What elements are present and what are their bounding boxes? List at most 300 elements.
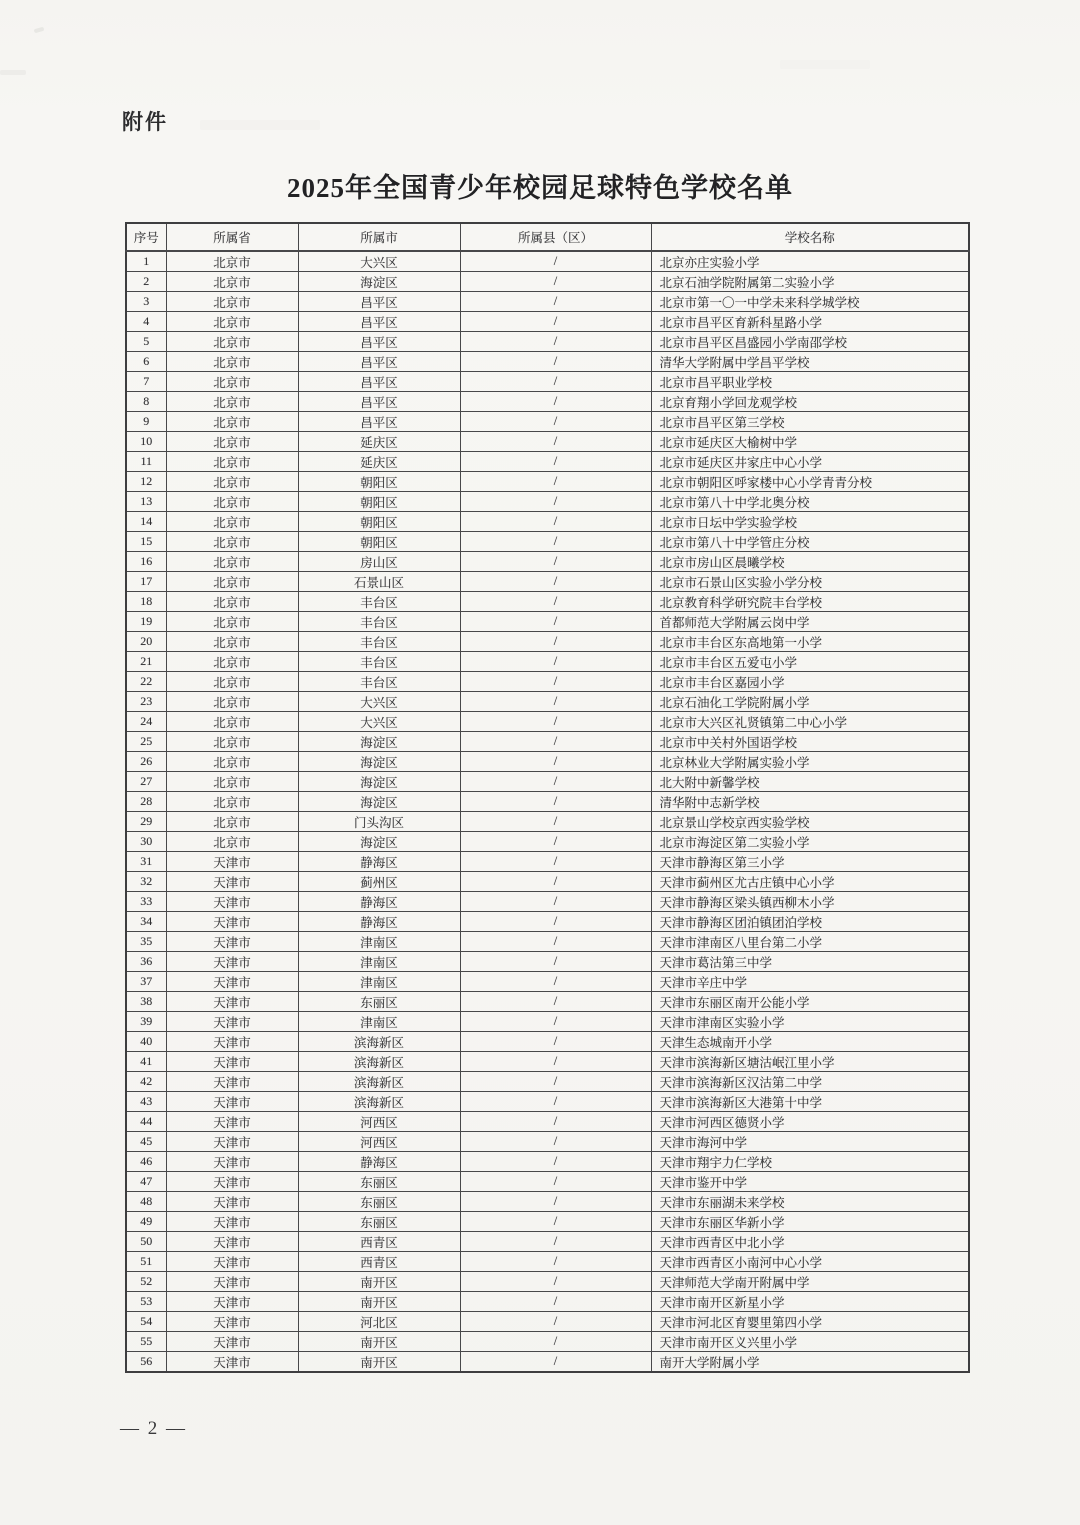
cell-city: 昌平区 <box>298 332 460 352</box>
cell-county: / <box>460 1092 651 1112</box>
cell-no: 41 <box>126 1052 166 1072</box>
cell-city: 南开区 <box>298 1352 460 1373</box>
page-title: 2025年全国青少年校园足球特色学校名单 <box>287 173 793 203</box>
table-row <box>126 1292 969 1312</box>
cell-no: 34 <box>126 912 166 932</box>
cell-province: 天津市 <box>166 992 298 1012</box>
cell-city: 河西区 <box>298 1132 460 1152</box>
cell-county: / <box>460 772 651 792</box>
cell-city: 河北区 <box>298 1312 460 1332</box>
cell-no: 8 <box>126 392 166 412</box>
cell-school: 北京市第八十中学管庄分校 <box>651 532 969 552</box>
cell-school: 北京石油化工学院附属小学 <box>651 692 969 712</box>
cell-province: 天津市 <box>166 1272 298 1292</box>
table-row <box>126 872 969 892</box>
column-header-city: 所属市 <box>298 223 460 251</box>
cell-city: 海淀区 <box>298 772 460 792</box>
cell-province: 天津市 <box>166 932 298 952</box>
table-row <box>126 972 969 992</box>
table-row <box>126 1032 969 1052</box>
cell-no: 54 <box>126 1312 166 1332</box>
cell-city: 门头沟区 <box>298 812 460 832</box>
table-row <box>126 1092 969 1112</box>
cell-no: 23 <box>126 692 166 712</box>
cell-school: 天津市西青区小南河中心小学 <box>651 1252 969 1272</box>
cell-county: / <box>460 392 651 412</box>
table-row <box>126 892 969 912</box>
cell-school: 北京市昌平区育新科星路小学 <box>651 312 969 332</box>
table-row <box>126 251 969 272</box>
cell-city: 昌平区 <box>298 352 460 372</box>
cell-city: 大兴区 <box>298 692 460 712</box>
cell-city: 津南区 <box>298 932 460 952</box>
cell-county: / <box>460 1132 651 1152</box>
cell-province: 天津市 <box>166 1012 298 1032</box>
table-row <box>126 432 969 452</box>
cell-no: 12 <box>126 472 166 492</box>
cell-city: 静海区 <box>298 892 460 912</box>
cell-no: 3 <box>126 292 166 312</box>
cell-city: 昌平区 <box>298 292 460 312</box>
table-row <box>126 1272 969 1292</box>
cell-county: / <box>460 1292 651 1312</box>
cell-province: 北京市 <box>166 672 298 692</box>
cell-province: 北京市 <box>166 532 298 552</box>
table-row <box>126 412 969 432</box>
cell-city: 丰台区 <box>298 652 460 672</box>
cell-province: 北京市 <box>166 472 298 492</box>
table-row <box>126 392 969 412</box>
cell-no: 19 <box>126 612 166 632</box>
cell-county: / <box>460 1052 651 1072</box>
cell-city: 海淀区 <box>298 792 460 812</box>
cell-province: 天津市 <box>166 1152 298 1172</box>
table-row <box>126 1012 969 1032</box>
cell-county: / <box>460 812 651 832</box>
cell-county: / <box>460 1332 651 1352</box>
cell-no: 25 <box>126 732 166 752</box>
cell-no: 27 <box>126 772 166 792</box>
cell-school: 北大附中新馨学校 <box>651 772 969 792</box>
cell-city: 朝阳区 <box>298 492 460 512</box>
cell-school: 天津市滨海新区汉沽第二中学 <box>651 1072 969 1092</box>
cell-no: 26 <box>126 752 166 772</box>
cell-county: / <box>460 632 651 652</box>
cell-city: 津南区 <box>298 972 460 992</box>
cell-city: 延庆区 <box>298 452 460 472</box>
cell-no: 18 <box>126 592 166 612</box>
cell-no: 15 <box>126 532 166 552</box>
cell-city: 东丽区 <box>298 1192 460 1212</box>
cell-school: 天津市滨海新区大港第十中学 <box>651 1092 969 1112</box>
cell-province: 北京市 <box>166 652 298 672</box>
cell-school: 天津师范大学南开附属中学 <box>651 1272 969 1292</box>
cell-city: 河西区 <box>298 1112 460 1132</box>
table-row <box>126 852 969 872</box>
table-row <box>126 992 969 1012</box>
cell-province: 北京市 <box>166 552 298 572</box>
cell-no: 21 <box>126 652 166 672</box>
cell-school: 天津市津南区八里台第二小学 <box>651 932 969 952</box>
cell-school: 天津市东丽区南开公能小学 <box>651 992 969 1012</box>
table-row <box>126 832 969 852</box>
cell-province: 天津市 <box>166 1212 298 1232</box>
cell-school: 北京市房山区晨曦学校 <box>651 552 969 572</box>
cell-province: 天津市 <box>166 1332 298 1352</box>
cell-no: 42 <box>126 1072 166 1092</box>
table-row <box>126 452 969 472</box>
cell-county: / <box>460 272 651 292</box>
cell-city: 静海区 <box>298 1152 460 1172</box>
cell-province: 天津市 <box>166 872 298 892</box>
cell-province: 天津市 <box>166 1132 298 1152</box>
cell-city: 南开区 <box>298 1272 460 1292</box>
cell-school: 天津市翔宇力仁学校 <box>651 1152 969 1172</box>
table-row <box>126 1132 969 1152</box>
cell-city: 海淀区 <box>298 732 460 752</box>
cell-county: / <box>460 1152 651 1172</box>
cell-province: 北京市 <box>166 251 298 272</box>
table-row <box>126 1232 969 1252</box>
cell-no: 7 <box>126 372 166 392</box>
cell-school: 清华大学附属中学昌平学校 <box>651 352 969 372</box>
cell-no: 33 <box>126 892 166 912</box>
cell-school: 北京石油学院附属第二实验小学 <box>651 272 969 292</box>
cell-school: 首都师范大学附属云岗中学 <box>651 612 969 632</box>
cell-county: / <box>460 592 651 612</box>
cell-no: 37 <box>126 972 166 992</box>
cell-county: / <box>460 792 651 812</box>
cell-city: 昌平区 <box>298 312 460 332</box>
column-header-no: 序号 <box>126 223 166 251</box>
cell-county: / <box>460 1112 651 1132</box>
cell-city: 滨海新区 <box>298 1072 460 1092</box>
cell-school: 天津市河西区德贤小学 <box>651 1112 969 1132</box>
cell-city: 昌平区 <box>298 372 460 392</box>
cell-county: / <box>460 672 651 692</box>
cell-city: 津南区 <box>298 1012 460 1032</box>
cell-county: / <box>460 652 651 672</box>
cell-school: 北京市昌平职业学校 <box>651 372 969 392</box>
cell-no: 32 <box>126 872 166 892</box>
cell-school: 北京市丰台区五爱屯小学 <box>651 652 969 672</box>
cell-no: 30 <box>126 832 166 852</box>
cell-county: / <box>460 972 651 992</box>
cell-city: 滨海新区 <box>298 1032 460 1052</box>
cell-school: 北京亦庄实验小学 <box>651 251 969 272</box>
cell-province: 北京市 <box>166 292 298 312</box>
cell-province: 天津市 <box>166 1292 298 1312</box>
cell-no: 13 <box>126 492 166 512</box>
cell-school: 北京市石景山区实验小学分校 <box>651 572 969 592</box>
cell-province: 北京市 <box>166 692 298 712</box>
cell-no: 53 <box>126 1292 166 1312</box>
cell-no: 48 <box>126 1192 166 1212</box>
cell-no: 56 <box>126 1352 166 1373</box>
cell-county: / <box>460 1192 651 1212</box>
cell-no: 22 <box>126 672 166 692</box>
cell-no: 38 <box>126 992 166 1012</box>
table-row <box>126 592 969 612</box>
cell-no: 16 <box>126 552 166 572</box>
column-header-province: 所属省 <box>166 223 298 251</box>
cell-city: 朝阳区 <box>298 532 460 552</box>
cell-county: / <box>460 892 651 912</box>
cell-school: 北京市中关村外国语学校 <box>651 732 969 752</box>
cell-city: 海淀区 <box>298 272 460 292</box>
cell-province: 北京市 <box>166 752 298 772</box>
cell-school: 天津市静海区团泊镇团泊学校 <box>651 912 969 932</box>
cell-school: 北京市延庆区大榆树中学 <box>651 432 969 452</box>
cell-school: 北京林业大学附属实验小学 <box>651 752 969 772</box>
cell-county: / <box>460 1352 651 1373</box>
cell-school: 南开大学附属小学 <box>651 1352 969 1373</box>
cell-province: 天津市 <box>166 1192 298 1212</box>
table-row <box>126 772 969 792</box>
table-row <box>126 532 969 552</box>
cell-province: 北京市 <box>166 332 298 352</box>
cell-province: 北京市 <box>166 732 298 752</box>
cell-province: 天津市 <box>166 1092 298 1112</box>
cell-county: / <box>460 552 651 572</box>
cell-province: 天津市 <box>166 1032 298 1052</box>
table-row <box>126 512 969 532</box>
cell-school: 北京育翔小学回龙观学校 <box>651 392 969 412</box>
cell-province: 北京市 <box>166 592 298 612</box>
cell-county: / <box>460 532 651 552</box>
cell-city: 西青区 <box>298 1232 460 1252</box>
cell-school: 北京市日坛中学实验学校 <box>651 512 969 532</box>
cell-no: 9 <box>126 412 166 432</box>
cell-county: / <box>460 572 651 592</box>
cell-county: / <box>460 492 651 512</box>
cell-city: 延庆区 <box>298 432 460 452</box>
cell-no: 10 <box>126 432 166 452</box>
cell-no: 6 <box>126 352 166 372</box>
table-row <box>126 1192 969 1212</box>
cell-county: / <box>460 251 651 272</box>
cell-no: 11 <box>126 452 166 472</box>
table-row <box>126 492 969 512</box>
table-row <box>126 1312 969 1332</box>
cell-county: / <box>460 292 651 312</box>
cell-school: 北京景山学校京西实验学校 <box>651 812 969 832</box>
cell-city: 滨海新区 <box>298 1052 460 1072</box>
table-row <box>126 812 969 832</box>
table-row <box>126 632 969 652</box>
table-row <box>126 1212 969 1232</box>
cell-province: 北京市 <box>166 272 298 292</box>
cell-province: 天津市 <box>166 1312 298 1332</box>
cell-province: 天津市 <box>166 852 298 872</box>
table-row <box>126 272 969 292</box>
cell-no: 17 <box>126 572 166 592</box>
table-row <box>126 332 969 352</box>
table-row <box>126 1152 969 1172</box>
scan-artifact <box>200 120 320 130</box>
cell-no: 28 <box>126 792 166 812</box>
cell-city: 石景山区 <box>298 572 460 592</box>
cell-province: 北京市 <box>166 452 298 472</box>
table-row <box>126 792 969 812</box>
cell-county: / <box>460 612 651 632</box>
table-row <box>126 1352 969 1373</box>
cell-county: / <box>460 1272 651 1292</box>
cell-school: 北京市第八十中学北奥分校 <box>651 492 969 512</box>
cell-province: 天津市 <box>166 1072 298 1092</box>
cell-no: 45 <box>126 1132 166 1152</box>
cell-school: 天津市河北区育婴里第四小学 <box>651 1312 969 1332</box>
table-row <box>126 1052 969 1072</box>
column-header-school: 学校名称 <box>651 223 969 251</box>
cell-city: 房山区 <box>298 552 460 572</box>
cell-province: 北京市 <box>166 492 298 512</box>
cell-city: 东丽区 <box>298 992 460 1012</box>
cell-no: 46 <box>126 1152 166 1172</box>
cell-school: 天津市静海区第三小学 <box>651 852 969 872</box>
table-row <box>126 652 969 672</box>
header-row <box>126 223 969 251</box>
cell-no: 1 <box>126 251 166 272</box>
cell-school: 天津市海河中学 <box>651 1132 969 1152</box>
cell-province: 天津市 <box>166 1352 298 1373</box>
cell-school: 北京市朝阳区呼家楼中心小学青青分校 <box>651 472 969 492</box>
cell-school: 天津市静海区梁头镇西柳木小学 <box>651 892 969 912</box>
table-row <box>126 292 969 312</box>
table-row <box>126 752 969 772</box>
cell-county: / <box>460 692 651 712</box>
cell-city: 朝阳区 <box>298 512 460 532</box>
cell-city: 南开区 <box>298 1332 460 1352</box>
cell-school: 北京市海淀区第二实验小学 <box>651 832 969 852</box>
cell-county: / <box>460 852 651 872</box>
cell-province: 北京市 <box>166 572 298 592</box>
table-row <box>126 932 969 952</box>
cell-county: / <box>460 412 651 432</box>
cell-school: 北京市昌平区第三学校 <box>651 412 969 432</box>
cell-county: / <box>460 732 651 752</box>
cell-city: 大兴区 <box>298 251 460 272</box>
cell-county: / <box>460 912 651 932</box>
cell-province: 北京市 <box>166 812 298 832</box>
table-row <box>126 552 969 572</box>
cell-county: / <box>460 1012 651 1032</box>
cell-province: 北京市 <box>166 352 298 372</box>
cell-province: 天津市 <box>166 1252 298 1272</box>
column-header-county: 所属县（区） <box>460 223 651 251</box>
cell-county: / <box>460 1232 651 1252</box>
cell-school: 天津市滨海新区塘沽岷江里小学 <box>651 1052 969 1072</box>
table-row <box>126 312 969 332</box>
cell-province: 北京市 <box>166 832 298 852</box>
cell-county: / <box>460 832 651 852</box>
cell-province: 北京市 <box>166 792 298 812</box>
cell-school: 北京市大兴区礼贤镇第二中心小学 <box>651 712 969 732</box>
cell-school: 天津市鉴开中学 <box>651 1172 969 1192</box>
table-row <box>126 1112 969 1132</box>
cell-province: 北京市 <box>166 612 298 632</box>
cell-school: 天津市葛沽第三中学 <box>651 952 969 972</box>
table-row <box>126 1252 969 1272</box>
cell-school: 天津市辛庄中学 <box>651 972 969 992</box>
cell-province: 天津市 <box>166 972 298 992</box>
scan-artifact <box>780 60 870 69</box>
cell-no: 43 <box>126 1092 166 1112</box>
cell-city: 东丽区 <box>298 1172 460 1192</box>
cell-city: 静海区 <box>298 852 460 872</box>
cell-province: 天津市 <box>166 912 298 932</box>
cell-county: / <box>460 432 651 452</box>
cell-no: 44 <box>126 1112 166 1132</box>
cell-city: 东丽区 <box>298 1212 460 1232</box>
cell-province: 天津市 <box>166 892 298 912</box>
table-row <box>126 372 969 392</box>
cell-city: 海淀区 <box>298 752 460 772</box>
cell-province: 北京市 <box>166 312 298 332</box>
cell-county: / <box>460 952 651 972</box>
cell-no: 4 <box>126 312 166 332</box>
cell-school: 北京市延庆区井家庄中心小学 <box>651 452 969 472</box>
cell-city: 滨海新区 <box>298 1092 460 1112</box>
cell-county: / <box>460 372 651 392</box>
cell-province: 北京市 <box>166 432 298 452</box>
cell-county: / <box>460 1212 651 1232</box>
cell-city: 津南区 <box>298 952 460 972</box>
cell-county: / <box>460 712 651 732</box>
cell-province: 北京市 <box>166 392 298 412</box>
cell-province: 北京市 <box>166 772 298 792</box>
cell-school: 北京市丰台区嘉园小学 <box>651 672 969 692</box>
cell-county: / <box>460 932 651 952</box>
cell-no: 2 <box>126 272 166 292</box>
cell-city: 大兴区 <box>298 712 460 732</box>
table-row <box>126 472 969 492</box>
cell-city: 丰台区 <box>298 612 460 632</box>
cell-county: / <box>460 512 651 532</box>
cell-no: 51 <box>126 1252 166 1272</box>
cell-no: 24 <box>126 712 166 732</box>
cell-no: 39 <box>126 1012 166 1032</box>
cell-no: 29 <box>126 812 166 832</box>
cell-county: / <box>460 1172 651 1192</box>
cell-no: 20 <box>126 632 166 652</box>
cell-province: 北京市 <box>166 632 298 652</box>
table-row <box>126 1332 969 1352</box>
cell-county: / <box>460 352 651 372</box>
table-row <box>126 352 969 372</box>
cell-county: / <box>460 312 651 332</box>
cell-city: 昌平区 <box>298 392 460 412</box>
cell-no: 50 <box>126 1232 166 1252</box>
cell-province: 北京市 <box>166 512 298 532</box>
cell-school: 北京市丰台区东高地第一小学 <box>651 632 969 652</box>
cell-school: 北京教育科学研究院丰台学校 <box>651 592 969 612</box>
cell-county: / <box>460 332 651 352</box>
cell-no: 31 <box>126 852 166 872</box>
table-row <box>126 952 969 972</box>
cell-school: 清华附中志新学校 <box>651 792 969 812</box>
cell-city: 蓟州区 <box>298 872 460 892</box>
cell-province: 天津市 <box>166 952 298 972</box>
cell-no: 49 <box>126 1212 166 1232</box>
cell-school: 天津生态城南开小学 <box>651 1032 969 1052</box>
cell-province: 天津市 <box>166 1172 298 1192</box>
cell-county: / <box>460 1032 651 1052</box>
table-row <box>126 1072 969 1092</box>
cell-province: 天津市 <box>166 1112 298 1132</box>
cell-no: 36 <box>126 952 166 972</box>
scan-artifact <box>34 27 45 33</box>
